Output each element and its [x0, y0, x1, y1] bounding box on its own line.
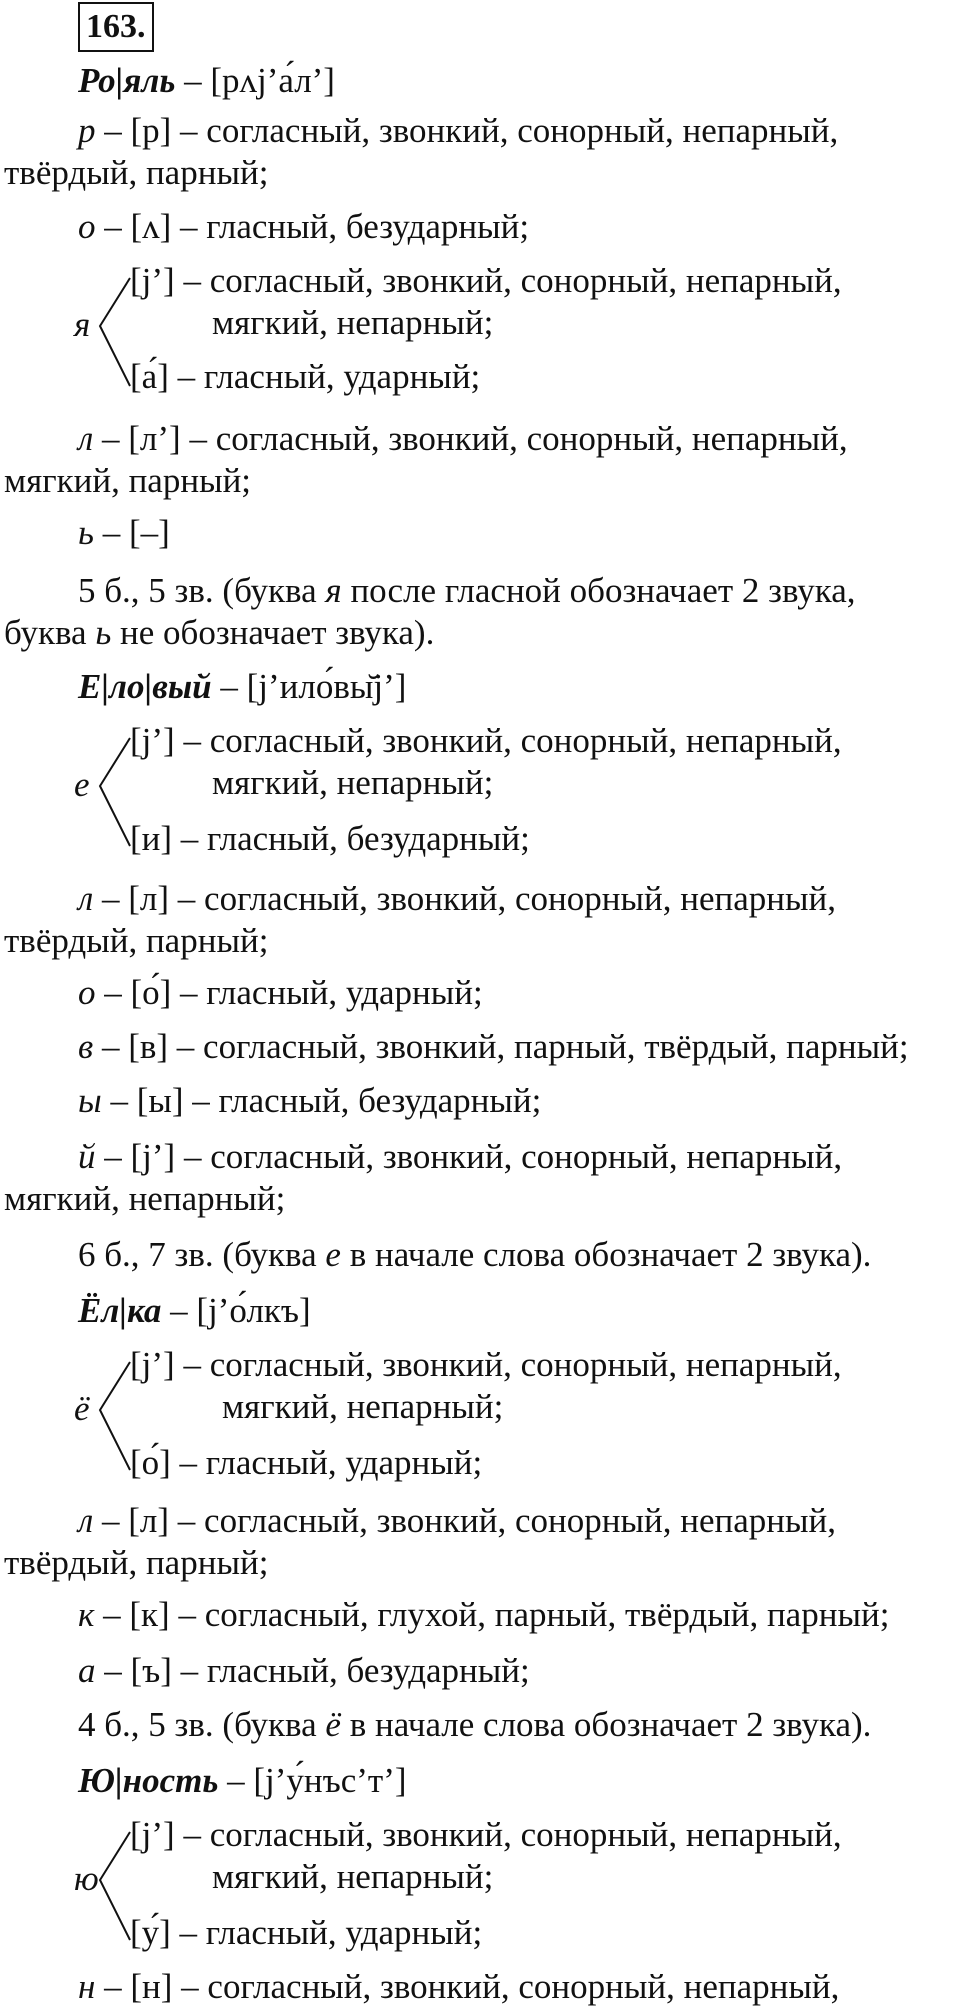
continuation-line: твёрдый, парный; [4, 153, 269, 192]
phoneme-line [78, 1650, 530, 1692]
word-stem: Ю|ность [78, 1761, 219, 1800]
summary-text: 6 б., 7 зв. (буква [78, 1235, 326, 1274]
phoneme-desc: – [л] – согласный, звонкий, сонорный, непарный, [93, 879, 836, 918]
transcription: – [рʌj’а́л’] [175, 61, 335, 100]
letter: о [78, 973, 96, 1012]
letter: н [78, 1967, 96, 2006]
letter: й [78, 1137, 96, 1176]
continuation-line: мягкий, непарный; [4, 1179, 286, 1218]
continuation-line: мягкий, парный; [4, 461, 252, 500]
phoneme-desc: – [н] – согласный, звонкий, сонорный, непарный, [95, 1967, 840, 2006]
letter: л [78, 879, 94, 918]
phoneme-desc: – [р] – согласный, звонкий, сонорный, непарный, [95, 111, 839, 150]
phoneme-line [78, 418, 848, 460]
letter: к [78, 1595, 95, 1634]
brace-upper-line: [j’] – согласный, звонкий, сонорный, непарный, [130, 721, 842, 760]
brace-upper-cont: мягкий, непарный; [212, 1857, 494, 1896]
word-stem: Ёл|ка [78, 1291, 162, 1330]
word-title-elovyi [78, 666, 406, 708]
brace-upper-line: [j’] – согласный, звонкий, сонорный, непарный, [130, 1345, 842, 1384]
letter: ы [78, 1081, 102, 1120]
summary-letter: ё [325, 1705, 341, 1744]
phoneme-desc: – [ъ] – гласный, безударный; [95, 1651, 530, 1690]
phoneme-desc: – [в] – согласный, звонкий, парный, твёрдый, парный; [93, 1027, 909, 1066]
brace-letter: ё [74, 1389, 90, 1428]
brace-upper-cont: мягкий, непарный; [212, 763, 494, 802]
summary-cont [4, 612, 434, 654]
brace-upper-cont: мягкий, непарный; [222, 1387, 504, 1426]
letter: а [78, 1651, 96, 1690]
brace-letter: е [74, 765, 90, 804]
phoneme-line [78, 1026, 909, 1068]
phoneme-desc: – [л] – согласный, звонкий, сонорный, непарный, [93, 1501, 836, 1540]
phoneme-line [78, 512, 170, 554]
brace-lower-line: [о́] – гласный, ударный; [130, 1443, 483, 1482]
summary-line [78, 1704, 871, 1746]
brace-upper-line: [j’] – согласный, звонкий, сонорный, непарный, [130, 1815, 842, 1854]
phoneme-desc: – [–] [93, 513, 170, 552]
summary-line [78, 1234, 871, 1276]
word-title-royal [78, 60, 335, 102]
phoneme-line [78, 878, 836, 920]
letter: в [78, 1027, 94, 1066]
summary-letter: я [325, 571, 342, 610]
phoneme-desc: – [л’] – согласный, звонкий, сонорный, непарный, [93, 419, 848, 458]
transcription: – [j’ило́вы̆j’] [211, 667, 407, 706]
phoneme-desc: – [j’] – согласный, звонкий, сонорный, непарный, [95, 1137, 843, 1176]
brace-lower-line: [и] – гласный, безударный; [130, 819, 530, 858]
phoneme-line [78, 110, 838, 152]
phoneme-line [78, 1500, 836, 1542]
word-stem: Е|ло|вый [78, 667, 212, 706]
letter: л [78, 1501, 94, 1540]
phoneme-desc: – [ы] – гласный, безударный; [101, 1081, 542, 1120]
summary-text: в начале слова обозначает 2 звука). [340, 1235, 872, 1274]
continuation-line: твёрдый, парный; [4, 921, 269, 960]
summary-text: не обозначает звука). [111, 613, 435, 652]
letter: о [78, 207, 96, 246]
phoneme-line [78, 206, 529, 248]
brace-upper-line: [j’] – согласный, звонкий, сонорный, непарный, [130, 261, 842, 300]
brace-letter: ю [74, 1859, 99, 1898]
brace-lower-line: [у́] – гласный, ударный; [130, 1913, 483, 1952]
phoneme-line [78, 1080, 541, 1122]
brace-letter: я [74, 305, 91, 344]
summary-text: 4 б., 5 зв. (буква [78, 1705, 326, 1744]
brace-upper-cont: мягкий, непарный; [212, 303, 494, 342]
word-title-yunost [78, 1760, 407, 1802]
exercise-number: 163. [78, 2, 154, 52]
summary-text: буква [4, 613, 96, 652]
summary-text: после гласной обозначает 2 звука, [341, 571, 856, 610]
summary-text: в начале слова обозначает 2 звука). [340, 1705, 872, 1744]
letter: л [78, 419, 94, 458]
word-stem: Ро|яль [78, 61, 176, 100]
phoneme-desc: – [о́] – гласный, ударный; [95, 973, 483, 1012]
brace-lower-line: [а́] – гласный, ударный; [130, 357, 481, 396]
summary-letter: ь [95, 613, 112, 652]
summary-letter: е [325, 1235, 341, 1274]
phoneme-line [78, 1136, 842, 1178]
phoneme-desc: – [ʌ] – гласный, безударный; [95, 207, 530, 246]
summary-text: 5 б., 5 зв. (буква [78, 571, 326, 610]
letter: р [78, 111, 96, 150]
phoneme-line [78, 1594, 889, 1636]
phoneme-line [78, 972, 483, 1014]
summary-line [78, 570, 856, 612]
phoneme-line [78, 1966, 839, 2008]
word-title-yolka [78, 1290, 311, 1332]
transcription: – [j’у́нъс’т’] [218, 1761, 407, 1800]
transcription: – [j’о́лкъ] [161, 1291, 311, 1330]
phoneme-desc: – [к] – согласный, глухой, парный, твёрдый, парный; [94, 1595, 890, 1634]
letter: ь [78, 513, 94, 552]
continuation-line: твёрдый, парный; [4, 1543, 269, 1582]
